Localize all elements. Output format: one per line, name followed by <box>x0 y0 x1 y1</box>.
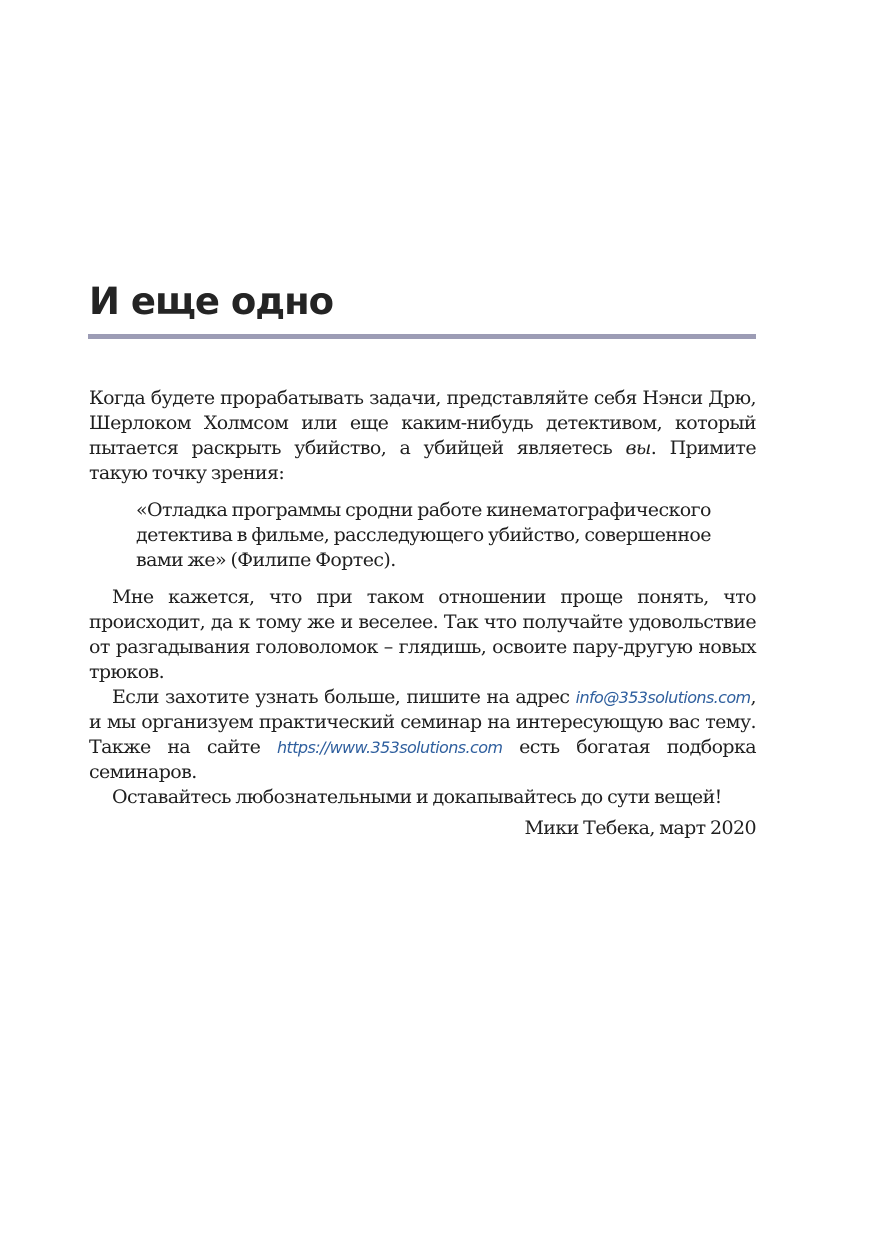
paragraph-contact-middle: , и мы организуем практический семинар на интересующую вас тему. Также на сайте <box>89 686 756 758</box>
paragraph-contact-before: Если захотите узнать больше, пишите на адрес <box>112 686 576 708</box>
paragraph-intro <box>89 386 756 486</box>
epigraph-quote: «Отладка программы сродни работе кинематографического детектива в фильме, расследующего убийство, совершенное вами же» (Филипе Фортес). <box>136 499 711 571</box>
chapter-heading: И еще одно <box>89 280 334 323</box>
paragraph-attitude: Мне кажется, что при таком отношении проще понять, что происходит, да к тому же и веселее. Так что получайте удовольствие от разгадывания головоломок – глядишь, освоите пару-другую новых трюков. <box>89 586 756 683</box>
heading-underline-rule <box>88 334 756 339</box>
author-signature: Мики Тебека, март 2020 <box>524 817 756 839</box>
paragraph-intro-after: . Примите такую точку зрения: <box>89 437 756 484</box>
email-link[interactable]: info@353solutions.com <box>575 688 751 707</box>
paragraph-intro-before: Когда будете прорабатывать задачи, представляйте себя Нэнси Дрю, Шерлоком Холмсом или еще каким-нибудь детективом, который пытается раскрыть убийство, а убийцей являетесь <box>89 387 756 459</box>
paragraph-intro-emphasis: вы <box>625 437 651 459</box>
website-link[interactable]: https://www.353solutions.com <box>277 738 503 757</box>
body-text <box>89 386 756 841</box>
paragraph-contact-after: есть богатая подборка семинаров. <box>89 736 756 783</box>
paragraph-closing: Оставайтесь любознательными и докапывайтесь до сути вещей! <box>112 786 722 808</box>
paragraph-contact <box>89 685 756 785</box>
